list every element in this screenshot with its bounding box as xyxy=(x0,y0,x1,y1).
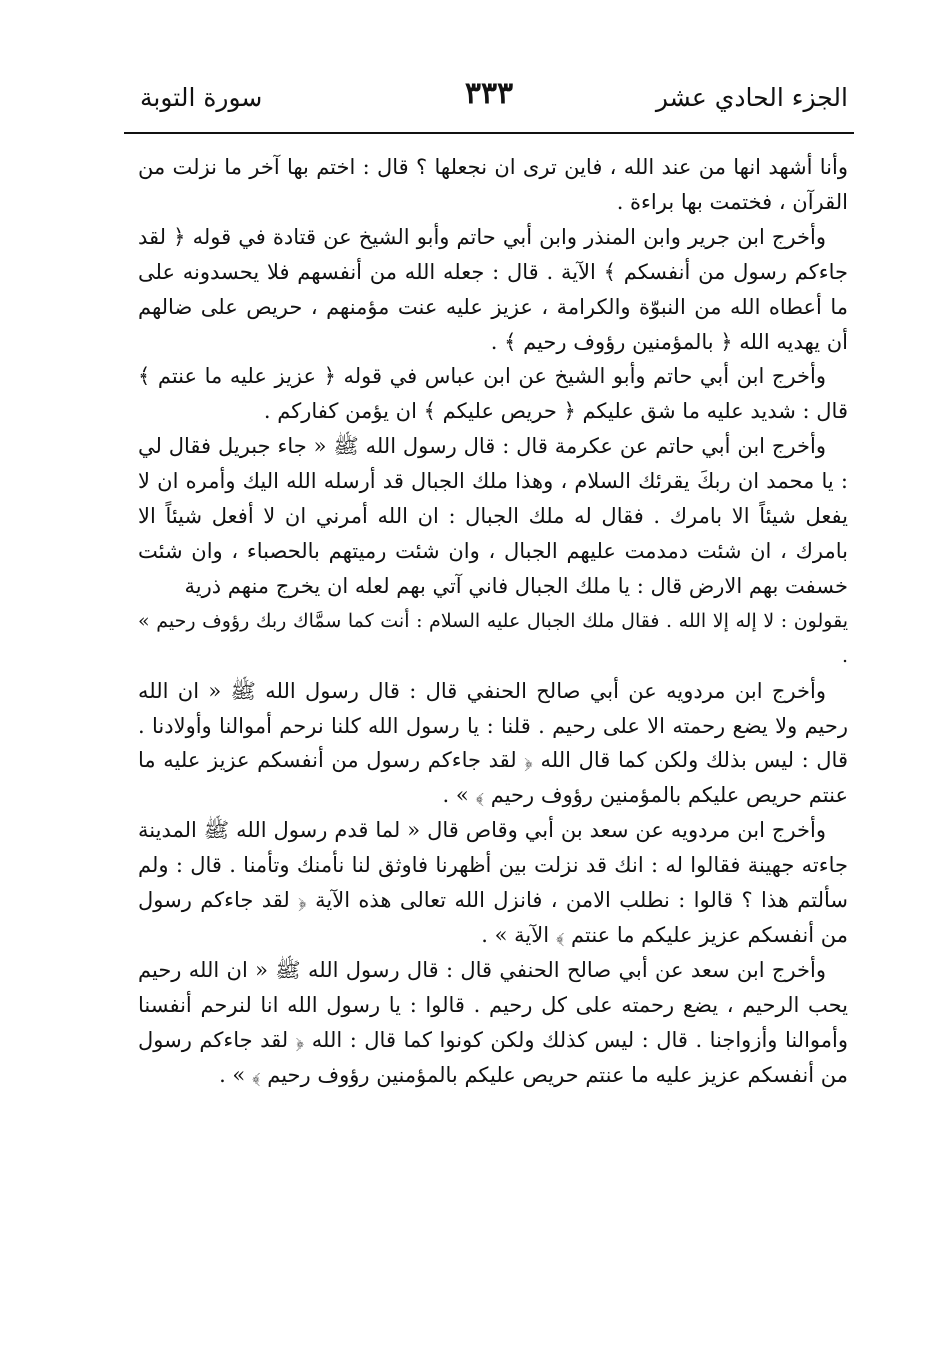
paragraph-1: وأنا أشهد انها من عند الله ، فاين ترى ان نجعلها ؟ قال : اختم بها آخر ما نزلت من القرآن ، فختمت بها براءة . xyxy=(138,155,848,214)
running-header xyxy=(130,78,848,122)
paragraph-3: وأخرج ابن أبي حاتم وأبو الشيخ عن ابن عباس في قوله ﴿ عزيز عليه ما عنتم ﴾ قال : شديد عليه ما شق عليكم ﴿ حريص عليكم ﴾ ان يؤمن كفاركم . xyxy=(138,364,848,424)
paragraph-4: وأخرج ابن أبي حاتم عن عكرمة قال : قال رسول الله ﷺ « جاء جبريل فقال لي : يا محمد ان ربكَ يقرئك السلام ، وهذا ملك الجبال قد أرسله الله اليك وأمره ان لا يفعل شيئاً الا بامرك . فقال له ملك الجبال : ان الله أمرني ان لا أفعل شيئاً الا بامرك ، ان شئت دمدمت عليهم الجبال ، وان شئت رميتهم بالحصباء ، وان شئت خسفت بهم الارض قال : يا ملك الجبال فاني آتي بهم لعله ان يخرج منهم ذرية xyxy=(138,434,848,598)
surah-title: سورة التوبة xyxy=(140,83,263,112)
page-number: ٣٣٣ xyxy=(464,76,514,111)
paragraph-5: وأخرج ابن مردويه عن أبي صالح الحنفي قال : قال رسول الله ﷺ « ان الله رحيم ولا يضع رحمته الا على رحيم . قلنا : يا رسول الله كلنا نرحم أموالنا وأولادنا . قال : ليس بذلك ولكن كما قال الله ﴿ لقد جاءكم رسول من أنفسكم عزيز عليه ما عنتم حريص عليكم بالمؤمنين رؤوف رحيم ﴾ » . xyxy=(138,678,848,808)
main-text xyxy=(138,150,848,1092)
paragraph-2: وأخرج ابن جرير وابن المنذر وابن أبي حاتم وأبو الشيخ عن قتادة في قوله ﴿ لقد جاءكم رسول من أنفسكم ﴾ الآية . قال : جعله الله من أنفسهم فلا يحسدونه على ما أعطاه الله من النبوّة والكرامة ، عزيز عليه عنت مؤمنهم ، حريص على ضالهم أن يهديه الله ﴿ بالمؤمنين رؤوف رحيم ﴾ . xyxy=(138,224,848,354)
part-title: الجزء الحادي عشر xyxy=(655,83,848,112)
header-divider xyxy=(124,132,854,134)
paragraph-6: وأخرج ابن مردويه عن سعد بن أبي وقاص قال « لما قدم رسول الله ﷺ المدينة جاءته جهينة فقالوا له : انك قد نزلت بين أظهرنا فاوثق لنا نأمنك وتأمنا . قال : ولم سألتم هذا ؟ قالوا : نطلب الامن ، فانزل الله تعالى هذه الآية ﴿ لقد جاءكم رسول من أنفسكم عزيز عليكم ما عنتم ﴾ الآية » . xyxy=(138,818,848,947)
paragraph-4-continued: يقولون : لا إله إلا الله . فقال ملك الجبال عليه السلام : أنت كما سمَّاك ربك رؤوف رحيم » . xyxy=(138,609,848,667)
paragraph-7: وأخرج ابن سعد عن أبي صالح الحنفي قال : قال رسول الله ﷺ « ان الله رحيم يحب الرحيم ، يضع رحمته على كل رحيم . قالوا : يا رسول الله انا لنرحم أنفسنا وأموالنا وأزواجنا . قال : ليس كذلك ولكن كونوا كما قال : الله ﴿ لقد جاءكم رسول من أنفسكم عزيز عليه ما عنتم حريص عليكم بالمؤمنين رؤوف رحيم ﴾ » . xyxy=(138,957,848,1087)
